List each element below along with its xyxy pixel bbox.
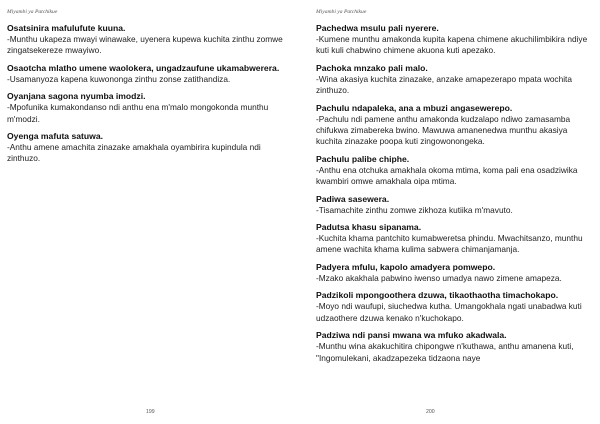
proverb-entry: [316, 154, 590, 188]
proverb-meaning: -Anthu amene amachita zinazake amakhala oyambirira kupindula ndi zinthuzo.: [7, 142, 261, 164]
page-number: 199: [146, 409, 155, 415]
proverb-meaning: -Kuchita khama pantchito kumabweretsa phindu. Mwachitsanzo, munthu amene wachita khama kulima sabwera chimanjamanja.: [316, 233, 583, 255]
proverb-meaning: -Anthu ena otchuka amakhala okoma mtima, koma pali ena osadziwika kwambiri omwe amakhala oipa mtima.: [316, 164, 578, 187]
proverb-entry: [7, 91, 286, 125]
page-number: 200: [426, 409, 435, 415]
proverb-heading: Padiwa sasewera.: [316, 193, 390, 204]
proverb-heading: Osatsinira mafulufute kuuna.: [7, 23, 126, 33]
proverb-meaning: -Usamanyoza kapena kuwononga zinthu zonse zatithandiza.: [7, 73, 231, 84]
right-page: [300, 0, 600, 424]
proverb-heading: Osaotcha mlatho umene waolokera, ungadzaufune ukamabwerera.: [7, 62, 280, 73]
proverb-heading: Padziwa ndi pansi mwana wa mfuko akadwala.: [316, 330, 507, 341]
proverb-entry: [7, 23, 286, 57]
proverb-entry: [316, 222, 590, 256]
proverb-entry: [316, 23, 590, 57]
proverb-heading: Pachedwa msulu pali nyerere.: [316, 23, 439, 33]
proverb-heading: Padutsa khasu sipanama.: [316, 222, 422, 233]
proverb-entry: [316, 103, 590, 148]
proverb-heading: Padyera mfulu, kapolo amadyera pomwepo.: [316, 261, 496, 272]
running-head: Miyambi ya Patchikue: [7, 9, 58, 15]
proverb-meaning: -Mpofunika kumakondanso ndi anthu ena m'malo mongokonda munthu m'modzi.: [7, 102, 269, 124]
proverb-entry: [7, 131, 286, 165]
proverb-meaning: -Munthu wina akakuchitira chipongwe n'kuthawa, anthu amanena kuti, "Ingomulekani, akadzapezeka tidzaona naye: [316, 341, 574, 363]
proverb-heading: Pachulu palibe chiphe.: [316, 153, 410, 164]
proverb-meaning: -Kumene munthu amakonda kupita kapena chimene akuchilimbikira ndiye kuti kuli chabwino chimene akuona kuti apezako.: [316, 34, 588, 56]
proverb-heading: Oyanjana sagona nyumba imodzi.: [7, 91, 146, 102]
proverb-meaning: -Wina akasiya kuchita zinazake, anzake amapezerapo mpata wochita zinthuzo.: [316, 73, 572, 96]
proverb-meaning: -Tisamachite zinthu zomwe zikhoza kutiika m'mavuto.: [316, 204, 513, 215]
proverb-meaning: -Mzako akakhala pabwino iwenso umadya nawo zimene amapeza.: [316, 272, 562, 283]
proverb-heading: Padzikoli mpongoothera dzuwa, tikaothaotha timachokapo.: [316, 290, 559, 301]
proverb-heading: Pachulu ndapaleka, ana a mbuzi angasewerepo.: [316, 102, 513, 113]
proverb-entry: [7, 63, 286, 85]
proverb-entry: [316, 194, 590, 216]
proverb-heading: Pachoka mnzako pali malo.: [316, 62, 428, 73]
proverb-entry: [316, 63, 590, 97]
proverb-meaning: -Pachulu ndi pamene anthu amakonda kudzalapo ndiwo zamasamba chifukwa zimabereka bwino. Mawuwa amanenedwa munthu akasiya kuchita zinazake poopa kuti zingowonongeka.: [316, 113, 571, 147]
proverb-meaning: -Munthu ukapeza mwayi winawake, uyenera kupewa kuchita zinthu zomwe zingatsekereze mwayiwo.: [7, 34, 283, 56]
proverb-meaning: -Moyo ndi waufupi, siuchedwa kutha. Umangokhala ngati unabadwa kuti udzaothere dzuwa kenako n'kuchokapo.: [316, 301, 582, 323]
running-head: Miyambi ya Patchikue: [316, 9, 367, 15]
proverb-entry: [316, 290, 590, 324]
proverb-entry: [316, 330, 590, 364]
proverb-entry: [316, 262, 590, 284]
proverb-heading: Oyenga mafuta satuwa.: [7, 131, 103, 142]
